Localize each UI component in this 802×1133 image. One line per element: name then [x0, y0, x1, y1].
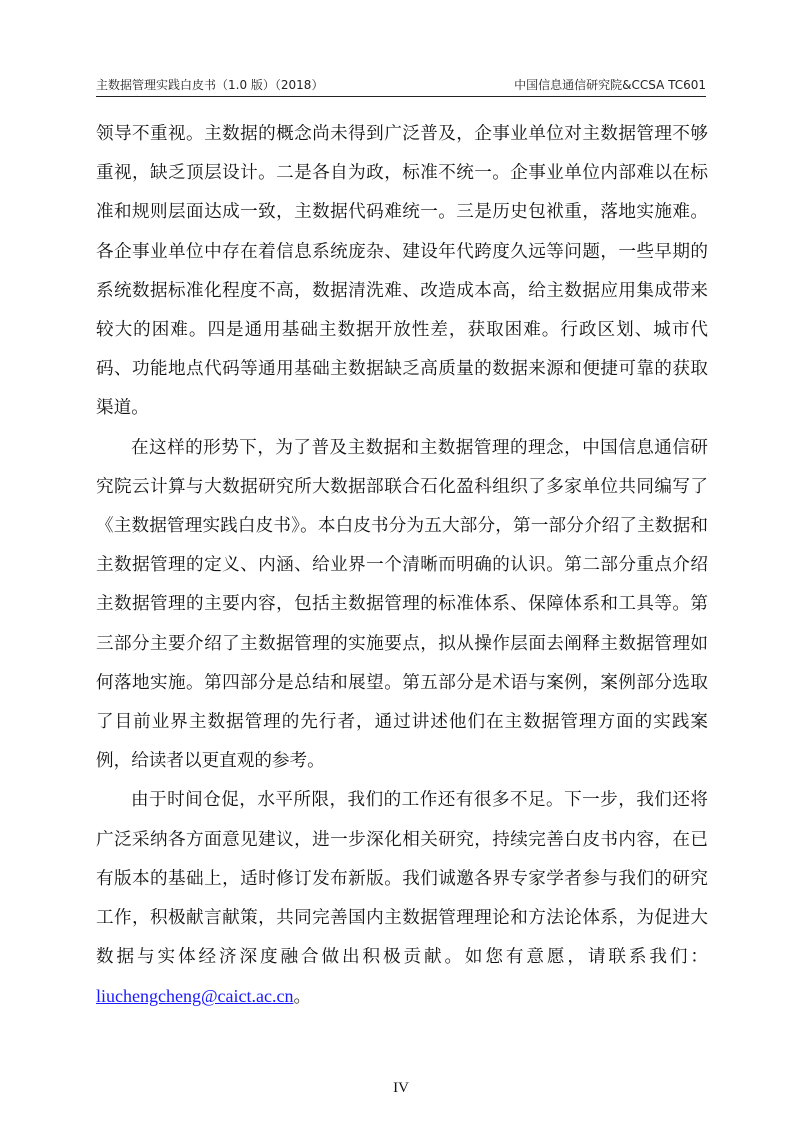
header-title: 主数据管理实践白皮书（1.0 版）（2018） [96, 78, 324, 92]
contact-email-link[interactable]: liuchengcheng@caict.ac.cn [96, 986, 294, 1007]
paragraph-3-end: 。 [293, 987, 312, 1008]
page-header [96, 72, 706, 97]
body-text [96, 115, 708, 1018]
paragraph-1: 领导不重视。主数据的概念尚未得到广泛普及，企事业单位对主数据管理不够重视，缺乏顶层设计。二是各自为政，标准不统一。企事业单位内部难以在标准和规则层面达成一致，主数据代码难统一。三是历史包袱重，落地实施难。各企事业单位中存在着信息系统庞杂、建设年代跨度久远等问题，一些早期的系统数据标准化程度不高，数据清洗难、改造成本高，给主数据应用集成带来较大的困难。四是通用基础主数据开放性差，获取困难。行政区划、城市代码、功能地点代码等通用基础主数据缺乏高质量的数据来源和便捷可靠的获取渠道。 [96, 124, 708, 419]
paragraph-3 [96, 781, 708, 1017]
paragraph-3-text: 由于时间仓促，水平所限，我们的工作还有很多不足。下一步，我们还将广泛采纳各方面意见建议，进一步深化相关研究，持续完善白皮书内容，在已有版本的基础上，适时修订发布新版。我们诚邀各界专家学者参与我们的研究工作，积极献言献策，共同完善国内主数据管理理论和方法论体系，为促进大数据与实体经济深度融合做出积极贡献。如您有意愿，请联系我们： [96, 790, 708, 968]
paragraph-2: 在这样的形势下，为了普及主数据和主数据管理的理念，中国信息通信研究院云计算与大数据研究所大数据部联合石化盈科组织了多家单位共同编写了《主数据管理实践白皮书》。本白皮书分为五大部分，第一部分介绍了主数据和主数据管理的定义、内涵、给业界一个清晰而明确的认识。第二部分重点介绍主数据管理的主要内容，包括主数据管理的标准体系、保障体系和工具等。第三部分主要介绍了主数据管理的实施要点，拟从操作层面去阐释主数据管理如何落地实施。第四部分是总结和展望。第五部分是术语与案例，案例部分选取了目前业界主数据管理的先行者，通过讲述他们在主数据管理方面的实践案例，给读者以更直观的参考。 [96, 437, 708, 772]
header-organization: 中国信息通信研究院&CCSA TC601 [514, 78, 706, 92]
page-number: IV [393, 1080, 409, 1096]
